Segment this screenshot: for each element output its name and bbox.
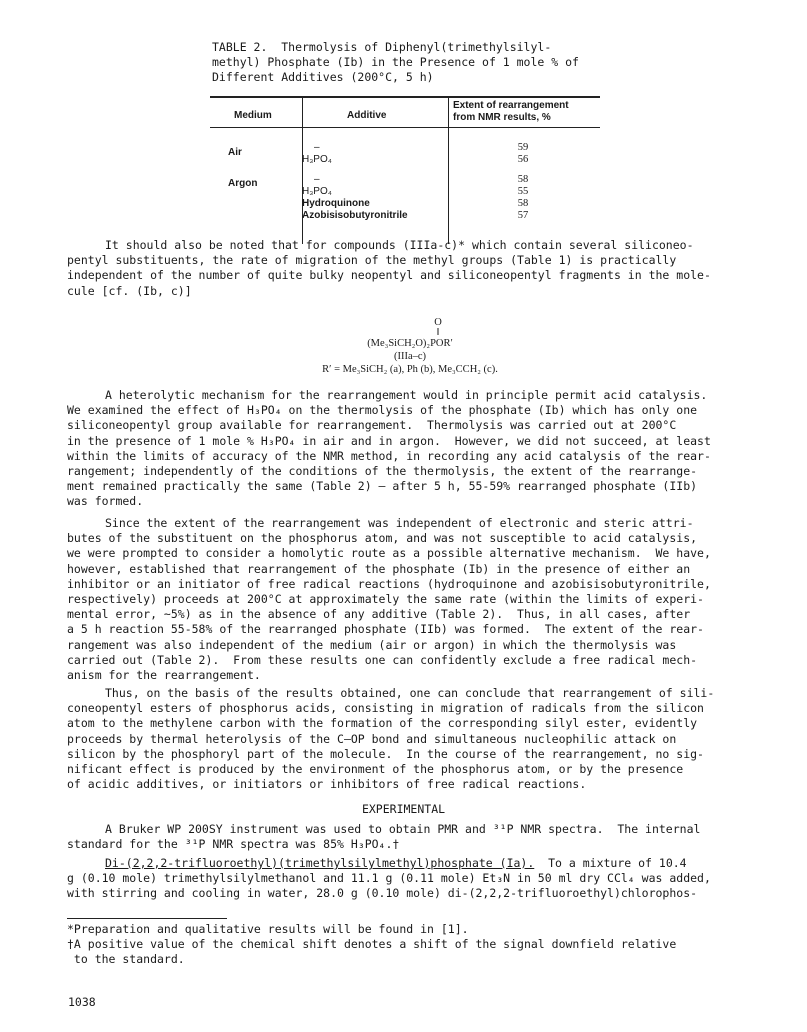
text-line: g (0.10 mole) trimethylsilylmethanol and 11.1 g (0.11 mole) Et₃N in 50 ml dry CCl₄ was added, xyxy=(67,871,711,886)
text-line: inhibitor or an initiator of free radical reactions (hydroquinone and azobisisobutyronitrile, xyxy=(67,576,711,591)
text-line: in the presence of 1 mole % H₃PO₄ in air and in argon. However, we did not succeed, at least xyxy=(67,433,711,448)
additive-cell: Azobisisobutyronitrile xyxy=(302,210,408,221)
text-line: respectively) proceeds at 200°C at approximately the same rate (within the limits of experi- xyxy=(67,592,704,607)
formula-label: (IIIa–c) xyxy=(393,351,427,362)
formula-definitions: R′ = Me₃SiCH₂ (a), Ph (b), Me₃CCH₂ (c). xyxy=(322,364,498,375)
extent-cell: 55 xyxy=(517,186,529,197)
table-caption xyxy=(212,40,632,85)
section-heading: EXPERIMENTAL xyxy=(361,802,446,816)
text-line xyxy=(67,856,757,871)
medium-cell: Argon xyxy=(228,178,258,189)
paragraph xyxy=(67,686,757,792)
text-line: anism for the rearrangement. xyxy=(67,668,261,683)
text-line: a 5 h reaction 55-58% of the rearranged phosphate (IIb) was formed. The extent of the rear- xyxy=(67,622,704,637)
footnote: to the standard. xyxy=(67,952,185,966)
text-line: butes of the substituent on the phosphorus atom, and was not susceptible to acid catalysis, xyxy=(67,531,698,546)
text-line: pentyl substituents, the rate of migration of the methyl groups (Table 1) is practically xyxy=(67,253,677,268)
paragraph xyxy=(67,388,757,510)
header-extent: Extent of rearrangement xyxy=(453,100,569,111)
data-table xyxy=(210,96,600,244)
text-fragment: To a mixture of 10.4 xyxy=(534,856,687,870)
text-line: however, established that rearrangement of the phosphate (Ib) in the presence of either an xyxy=(67,561,691,576)
text-line: ment remained practically the same (Table 2) – after 5 h, 55-59% rearranged phosphate (IIb) xyxy=(67,479,698,494)
page-number: 1038 xyxy=(68,995,96,1009)
text-line: with stirring and cooling in water, 28.0 g (0.10 mole) di-(2,2,2-trifluoroethyl)chlorophos- xyxy=(67,886,698,901)
paragraph xyxy=(67,856,757,902)
formula-oxygen: O xyxy=(434,317,442,328)
additive-cell: – xyxy=(314,142,320,153)
medium-cell: Air xyxy=(228,147,242,158)
paragraph xyxy=(67,822,757,852)
text-line: we were prompted to consider a homolytic route as a possible alternative mechanism. We have, xyxy=(67,546,711,561)
text-line: A heterolytic mechanism for the rearrangement would in principle permit acid catalysis. xyxy=(105,388,708,402)
header-additive: Additive xyxy=(347,110,387,121)
additive-cell: Hydroquinone xyxy=(302,198,370,209)
additive-cell: – xyxy=(314,174,320,185)
text-line: was formed. xyxy=(67,494,144,509)
text-line: rangement; independently of the conditions of the thermolysis, the extent of the rearrange- xyxy=(67,464,698,479)
text-line: proceeds by thermal heterolysis of the C–OP bond and simultaneous nucleophilic attack on xyxy=(67,731,677,746)
footnote: †A positive value of the chemical shift denotes a shift of the signal downfield relative xyxy=(67,937,677,951)
table-header-rule xyxy=(210,127,600,128)
text-line: of acidic additives, or initiators or inhibitors of free radical reactions. xyxy=(67,777,587,792)
caption-line: TABLE 2. Thermolysis of Diphenyl(trimethylsilyl- xyxy=(212,40,552,54)
text-line: mental error, ~5%) as in the absence of any additive (Table 2). Thus, in all cases, after xyxy=(67,607,691,622)
text-line: cule [cf. (Ib, c)] xyxy=(67,283,192,298)
text-line: siliconeopentyl group available for rearrangement. Thermolysis was carried out at 200°C xyxy=(67,418,677,433)
caption-line: Different Additives (200°C, 5 h) xyxy=(212,70,434,84)
caption-line: methyl) Phosphate (Ib) in the Presence of 1 mole % of xyxy=(212,55,579,69)
text-line: It should also be noted that for compounds (IIIa-c)* which contain several siliconeo- xyxy=(105,238,694,252)
footnotes xyxy=(67,922,757,967)
extent-cell: 58 xyxy=(517,198,529,209)
extent-cell: 59 xyxy=(517,142,529,153)
text-line: Thus, on the basis of the results obtained, one can conclude that rearrangement of sili- xyxy=(105,686,715,700)
text-line: A Bruker WP 200SY instrument was used to obtain PMR and ³¹P NMR spectra. The internal xyxy=(105,822,701,836)
extent-cell: 58 xyxy=(517,174,529,185)
additive-cell: H₃PO₄ xyxy=(302,154,332,165)
text-line: nificant effect is produced by the environment of the phosphorus atom, or by the presence xyxy=(67,762,684,777)
text-line: atom to the methylene carbon with the formation of the corresponding silyl ester, evidently xyxy=(67,716,698,731)
additive-cell: H₃PO₄ xyxy=(302,186,332,197)
text-line: coneopentyl esters of phosphorus acids, consisting in migration of radicals from the silicon xyxy=(67,701,704,716)
table-col-divider xyxy=(302,96,303,244)
footnote: *Preparation and qualitative results will be found in [1]. xyxy=(67,922,469,936)
header-extent: from NMR results, % xyxy=(453,112,551,123)
header-medium: Medium xyxy=(234,110,272,121)
chemical-formula xyxy=(250,316,570,376)
compound-heading: Di-(2,2,2-trifluoroethyl)(trimethylsilylmethyl)phosphate (Ia). xyxy=(105,856,535,870)
formula-main: (Me₃SiCH₂O)₂POR′ xyxy=(367,338,453,349)
text-line: standard for the ³¹P NMR spectra was 85% H₃PO₄.† xyxy=(67,837,400,852)
table-top-rule xyxy=(210,96,600,98)
text-line: rangement was also independent of the medium (air or argon) in which the thermolysis was xyxy=(67,637,677,652)
text-line: independent of the number of quite bulky neopentyl and siliconeopentyl fragments in the mole- xyxy=(67,268,711,283)
text-line: silicon by the phosphoryl part of the molecule. In the course of the rearrangement, no sig- xyxy=(67,746,704,761)
extent-cell: 56 xyxy=(517,154,529,165)
paragraph xyxy=(67,238,757,299)
text-line: We examined the effect of H₃PO₄ on the thermolysis of the phosphate (Ib) which has only one xyxy=(67,403,698,418)
formula-double-bond: ‖ xyxy=(436,327,440,338)
paragraph xyxy=(67,516,757,683)
text-line: carried out (Table 2). From these results one can confidently exclude a free radical mech- xyxy=(67,652,698,667)
footnote-rule xyxy=(67,918,227,919)
text-line: Since the extent of the rearrangement was independent of electronic and steric attri- xyxy=(105,516,694,530)
extent-cell: 57 xyxy=(517,210,529,221)
table-col-divider xyxy=(448,96,449,244)
text-line: within the limits of accuracy of the NMR method, in recording any acid catalysis of the rear- xyxy=(67,448,711,463)
